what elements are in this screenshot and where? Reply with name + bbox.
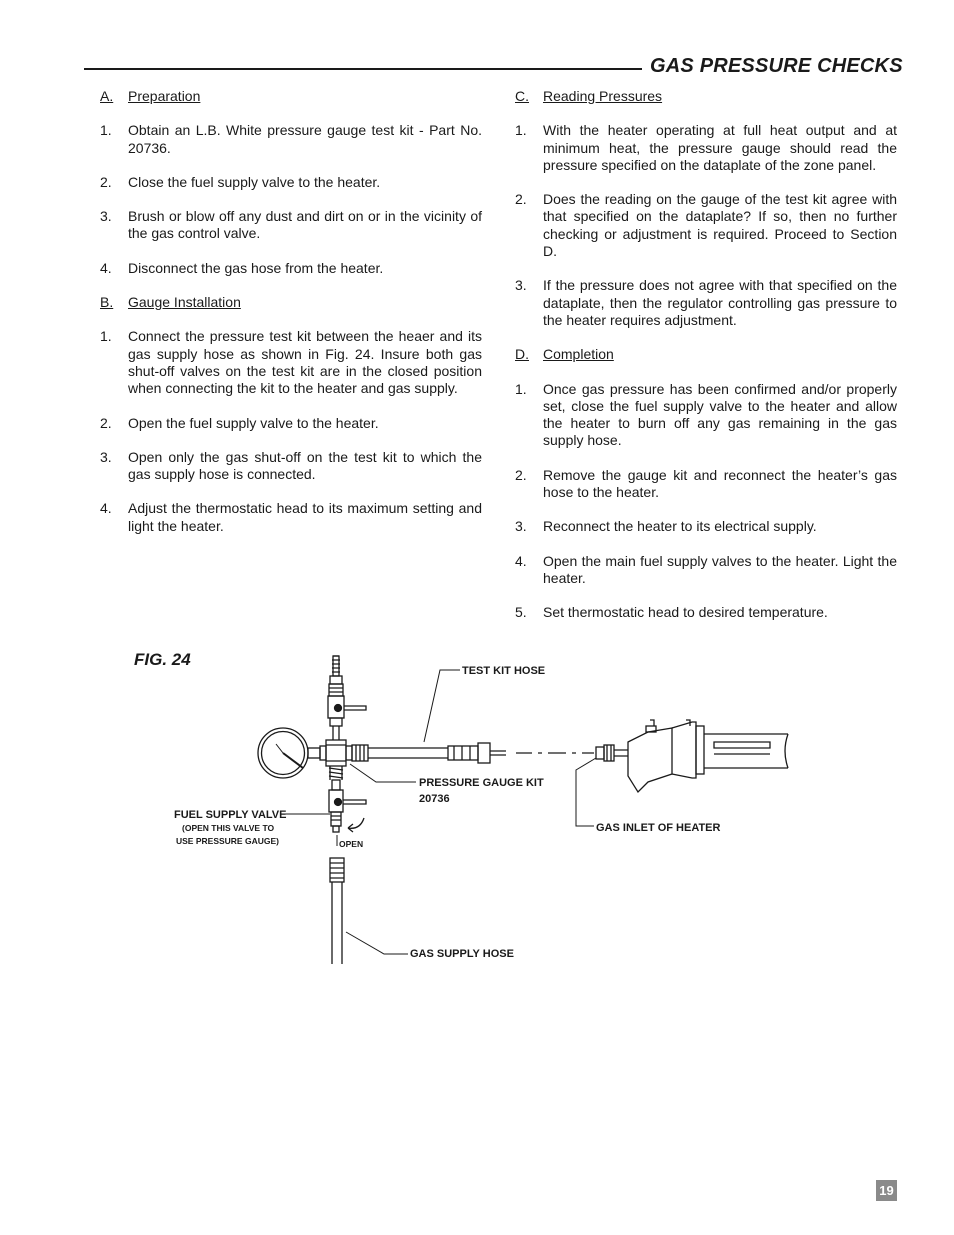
item-number: 4. <box>100 500 112 517</box>
lower-fitting <box>329 766 343 790</box>
section-title: Preparation <box>128 88 201 104</box>
page-title: GAS PRESSURE CHECKS <box>650 55 903 77</box>
pressure-gauge <box>258 728 320 778</box>
top-valve <box>328 676 366 740</box>
item-number: 3. <box>100 448 112 465</box>
item-text: Close the fuel supply valve to the heater. <box>128 173 381 190</box>
pressure-gauge-diagram <box>170 650 795 970</box>
heater-inlet <box>596 720 788 792</box>
callout-test-kit-hose: TEST KIT HOSE <box>462 665 546 677</box>
section-title: Reading Pressures <box>543 88 663 104</box>
list-item <box>100 122 482 157</box>
top-hose-barb <box>332 656 340 676</box>
right-column <box>515 88 897 639</box>
callout-gas-inlet: GAS INLET OF HEATER <box>596 822 721 834</box>
section-title: Gauge Installation <box>128 294 241 311</box>
page-number: 19 <box>876 1180 897 1201</box>
item-text: Set thermostatic head to desired temperature. <box>543 604 828 621</box>
item-text: Once gas pressure has been confirmed and/or properly set, close the fuel supply valve to the heater and allow the heater to burn off any gas remaining in the gas supply hose. <box>543 380 897 449</box>
figure-label: FIG. 24 <box>134 650 191 669</box>
test-kit-hose <box>352 743 506 763</box>
item-number: 1. <box>100 328 112 345</box>
callout-fuel-note-1: (OPEN THIS VALVE TO <box>182 823 275 833</box>
list-item <box>100 449 482 484</box>
leader-pressure-gauge-kit <box>350 764 416 782</box>
list-item <box>515 518 897 535</box>
callout-open: OPEN <box>339 839 364 849</box>
item-text: Adjust the thermostatic head to its maximum setting and light the heater. <box>128 500 482 534</box>
list-item <box>515 467 897 502</box>
item-number: 2. <box>515 191 527 208</box>
section-heading <box>100 294 482 311</box>
leader-gas-supply-hose <box>346 932 408 954</box>
item-number: 1. <box>515 380 527 397</box>
left-column <box>100 88 482 552</box>
item-number: 2. <box>100 173 112 190</box>
section-letter: C. <box>515 88 529 104</box>
item-number: 4. <box>515 552 527 569</box>
item-text: Obtain an L.B. White pressure gauge test kit - Part No. 20736. <box>128 122 482 156</box>
item-number: 1. <box>515 122 527 139</box>
item-number: 3. <box>100 208 112 225</box>
item-number: 3. <box>515 277 527 294</box>
fuel-supply-valve <box>329 790 366 832</box>
section-title: Completion <box>543 346 614 363</box>
section-letter: A. <box>100 88 114 104</box>
section-letter: B. <box>100 294 114 311</box>
item-text: Remove the gauge kit and reconnect the heater’s gas hose to the heater. <box>543 466 897 501</box>
callout-gas-supply-hose: GAS SUPPLY HOSE <box>410 948 514 960</box>
list-item <box>100 415 482 432</box>
header-rule <box>84 68 642 70</box>
item-number: 3. <box>515 518 527 535</box>
gas-supply-hose <box>330 858 344 964</box>
callout-fuel-note-2: USE PRESSURE GAUGE) <box>176 836 279 846</box>
section-preparation <box>100 88 482 277</box>
item-text: Disconnect the gas hose from the heater. <box>128 259 384 276</box>
item-text: Brush or blow off any dust and dirt on or in the vicinity of the gas control valve. <box>128 208 482 242</box>
list-item <box>100 500 482 535</box>
item-text: With the heater operating at full heat output and at minimum heat, the pressure gauge should read the pressure specified on the dataplate of the zone panel. <box>543 122 897 173</box>
leader-test-kit-hose <box>424 670 460 742</box>
item-text: Reconnect the heater to its electrical supply. <box>543 518 817 535</box>
item-text: Open only the gas shut-off on the test kit to which the gas supply hose is connected. <box>128 448 482 483</box>
item-text: Open the fuel supply valve to the heater. <box>128 414 379 431</box>
cross-fitting <box>320 740 352 766</box>
item-number: 5. <box>515 604 527 621</box>
list-item <box>515 553 897 588</box>
section-heading <box>515 88 897 105</box>
callout-fuel-supply-valve: FUEL SUPPLY VALVE <box>174 809 287 821</box>
section-letter: D. <box>515 346 529 363</box>
list-item <box>100 174 482 191</box>
list-item <box>100 328 482 397</box>
section-completion <box>515 346 897 621</box>
list-item <box>515 122 897 174</box>
list-item <box>515 604 897 621</box>
item-text: Open the main fuel supply valves to the heater. Light the heater. <box>543 552 897 586</box>
list-item <box>515 381 897 450</box>
item-text: If the pressure does not agree with that specified on the dataplate, then the regulator controlling gas pressure to the heater requires adjustment. <box>543 277 897 328</box>
section-gauge-installation <box>100 294 482 535</box>
callout-part-number: 20736 <box>419 793 450 805</box>
leader-gas-inlet <box>576 758 596 826</box>
item-number: 1. <box>100 122 112 139</box>
list-item <box>100 208 482 243</box>
section-heading <box>100 88 482 105</box>
callout-pressure-gauge-kit: PRESSURE GAUGE KIT <box>419 777 544 789</box>
list-item <box>515 277 897 329</box>
item-number: 4. <box>100 259 112 276</box>
item-number: 2. <box>100 414 112 431</box>
section-heading <box>515 346 897 363</box>
list-item <box>100 260 482 277</box>
item-text: Does the reading on the gauge of the test kit agree with that specified on the dataplate? If so, then no further checking or adjustment is required. Proceed to Section D. <box>543 191 897 260</box>
list-item <box>515 191 897 260</box>
item-number: 2. <box>515 466 527 483</box>
item-text: Connect the pressure test kit between the heaer and its gas supply hose as shown in Fig. 24. Insure both gas shut-off valves on the test kit are in the closed position when connecting the kit to the heater and gas supply. <box>128 328 482 397</box>
section-reading-pressures <box>515 88 897 329</box>
